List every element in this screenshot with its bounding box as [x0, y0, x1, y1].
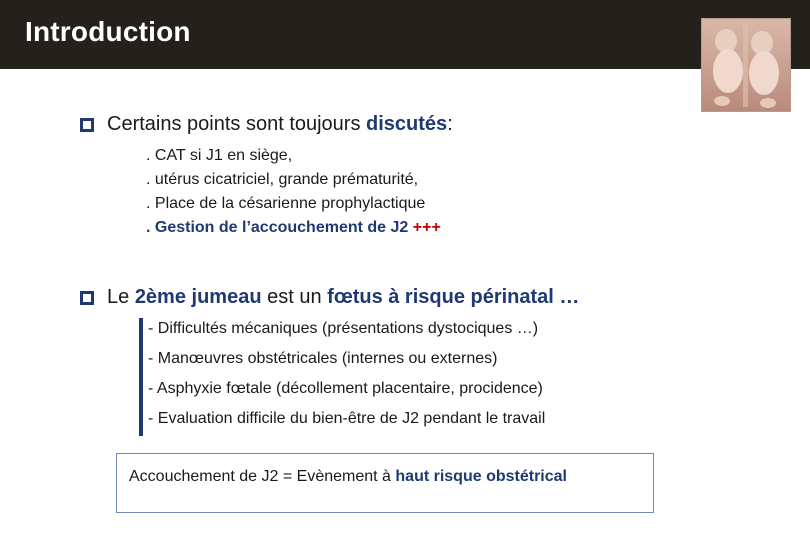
list-item: - Evaluation difficile du bien-être de J2 pendant le travail [148, 410, 546, 427]
list-item: . CAT si J1 en siège, [146, 147, 293, 164]
bullet-emphasis: discutés [366, 113, 448, 135]
bullet-text [107, 286, 579, 309]
bullet-2eme-jumeau [80, 286, 579, 309]
list-item: . Place de la césarienne prophylactique [146, 195, 426, 212]
conclusion-text [129, 468, 567, 486]
bullet-text-part: : [447, 113, 453, 135]
vertical-accent-bar [139, 318, 143, 436]
twins-photo [701, 18, 791, 112]
list-item: . utérus cicatriciel, grande prématurité, [146, 171, 419, 188]
bullet-text-part: est un [261, 286, 328, 308]
list-item: - Difficultés mécaniques (présentations dystociques …) [148, 320, 539, 337]
bullet-emphasis: fœtus à risque périnatal … [327, 286, 580, 308]
conclusion-box [116, 453, 654, 513]
checkbox-bullet-icon [80, 118, 94, 132]
list-item-gestion [146, 219, 441, 237]
twins-illustration [702, 19, 790, 111]
slide-header [0, 0, 810, 69]
list-item: - Asphyxie fœtale (décollement placentaire, procidence) [148, 380, 543, 397]
bullet-text-part: Certains points sont toujours [107, 113, 367, 135]
bullet-discutes [80, 113, 453, 136]
conclusion-emphasis: haut risque obstétrical [395, 468, 567, 485]
list-item-mark: +++ [412, 219, 441, 236]
list-item-text: . Gestion de l’accouchement de J2 [146, 219, 413, 236]
bullet-emphasis: 2ème jumeau [134, 286, 262, 308]
checkbox-bullet-icon [80, 291, 94, 305]
conclusion-text-part: Accouchement de J2 = Evènement à [129, 468, 396, 485]
bullet-text [107, 113, 453, 136]
list-item: - Manœuvres obstétricales (internes ou externes) [148, 350, 498, 367]
slide-title: Introduction [25, 16, 191, 47]
bullet-text-part: Le [107, 286, 135, 308]
